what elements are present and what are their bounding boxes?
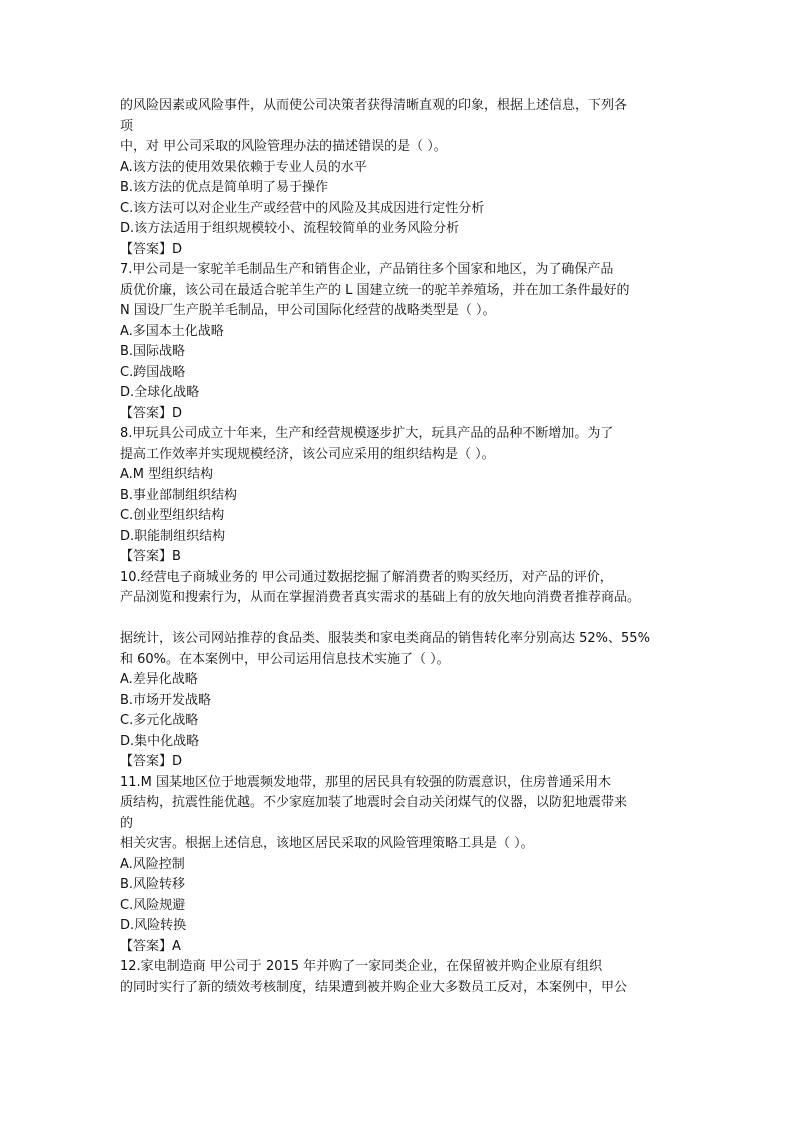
question-line: 据统计，该公司网站推荐的食品类、服装类和家电类商品的销售转化率分别高达 52%、55% [120, 631, 650, 646]
option-line: B.该方法的优点是简单明了易于操作 [120, 180, 329, 195]
option-line: A.多国本土化战略 [120, 323, 224, 339]
blank-line [120, 609, 680, 630]
question-line: 7.甲公司是一家驼羊毛制品生产和销售企业，产品销往多个国家和地区，为了确保产品 [120, 262, 614, 277]
question-line: 质优价廉，该公司在最适合驼羊生产的 L 国建立统一的驼羊养殖场，并在加工条件最好的 [120, 282, 630, 298]
question-line: 产品浏览和搜索行为，从而在掌握消费者真实需求的基础上有的放矢地向消费者推荐商品。 [120, 590, 641, 605]
option-line: D.集中化战略 [120, 733, 200, 749]
question-line: N 国设厂生产脱羊毛制品，甲公司国际化经营的战略类型是（ ）。 [120, 303, 496, 318]
option-line: B.市场开发战略 [120, 692, 212, 708]
option-line: B.风险转移 [120, 877, 186, 892]
option-line: C.创业型组织结构 [120, 508, 225, 523]
option-line: B.国际战略 [120, 344, 186, 359]
option-line: D.风险转换 [120, 918, 187, 933]
answer-line: 【答案】D [120, 241, 183, 257]
option-line: A.该方法的使用效果依赖于专业人员的水平 [120, 159, 367, 175]
option-line: D.该方法适用于组织规模较小、流程较简单的业务风险分析 [120, 221, 460, 236]
answer-line: 【答案】A [120, 938, 181, 954]
question-line: 10.经营电子商城业务的 甲公司通过数据挖掘了解消费者的购买经历，对产品的评价， [120, 569, 613, 585]
question-line: 提高工作效率并实现规模经济，该公司应采用的组织结构是（ ）。 [120, 446, 495, 462]
question-line: 和 60%。在本案例中，甲公司运用信息技术实施了（ ）。 [120, 651, 450, 667]
document-body [120, 96, 680, 998]
question-line: 8.甲玩具公司成立十年来，生产和经营规模逐步扩大，玩具产品的品种不断增加。为了 [120, 426, 614, 441]
option-line: C.风险规避 [120, 897, 186, 913]
option-line: C.该方法可以对企业生产或经营中的风险及其成因进行定性分析 [120, 200, 485, 216]
answer-line: 【答案】D [120, 754, 183, 769]
question-line: 质结构，抗震性能优越。不少家庭加装了地震时会自动关闭煤气的仪器，以防犯地震带来 [120, 795, 628, 810]
text-line: 项 [120, 118, 134, 134]
question-line: 12.家电制造商 甲公司于 2015 年并购了一家同类企业，在保留被并购企业原有组织 [120, 959, 603, 974]
question-line: 的 [120, 815, 134, 831]
text-line: 中，对 甲公司采取的风险管理办法的描述错误的是（ ）。 [120, 139, 447, 154]
option-line: A.风险控制 [120, 856, 185, 872]
option-line: B.事业部制组织结构 [120, 487, 238, 503]
text-line: 的风险因素或风险事件，从而使公司决策者获得清晰直观的印象，根据上述信息，下列各 [120, 98, 628, 113]
option-line: D.全球化战略 [120, 385, 200, 400]
question-line: 的同时实行了新的绩效考核制度，结果遭到被并购企业大多数员工反对，本案例中，甲公 [120, 979, 628, 995]
option-line: D.职能制组织结构 [120, 528, 226, 544]
option-line: C.跨国战略 [120, 364, 186, 380]
answer-line: 【答案】B [120, 549, 181, 564]
answer-line: 【答案】D [120, 405, 183, 421]
question-line: 11.M 国某地区位于地震频发地带，那里的居民具有较强的防震意识，住房普通采用木 [120, 774, 612, 790]
option-line: C.多元化战略 [120, 713, 199, 728]
option-line: A.差异化战略 [120, 672, 198, 687]
question-line: 相关灾害。根据上述信息，该地区居民采取的风险管理策略工具是（ ）。 [120, 836, 534, 851]
option-line: A.M 型组织结构 [120, 467, 214, 482]
